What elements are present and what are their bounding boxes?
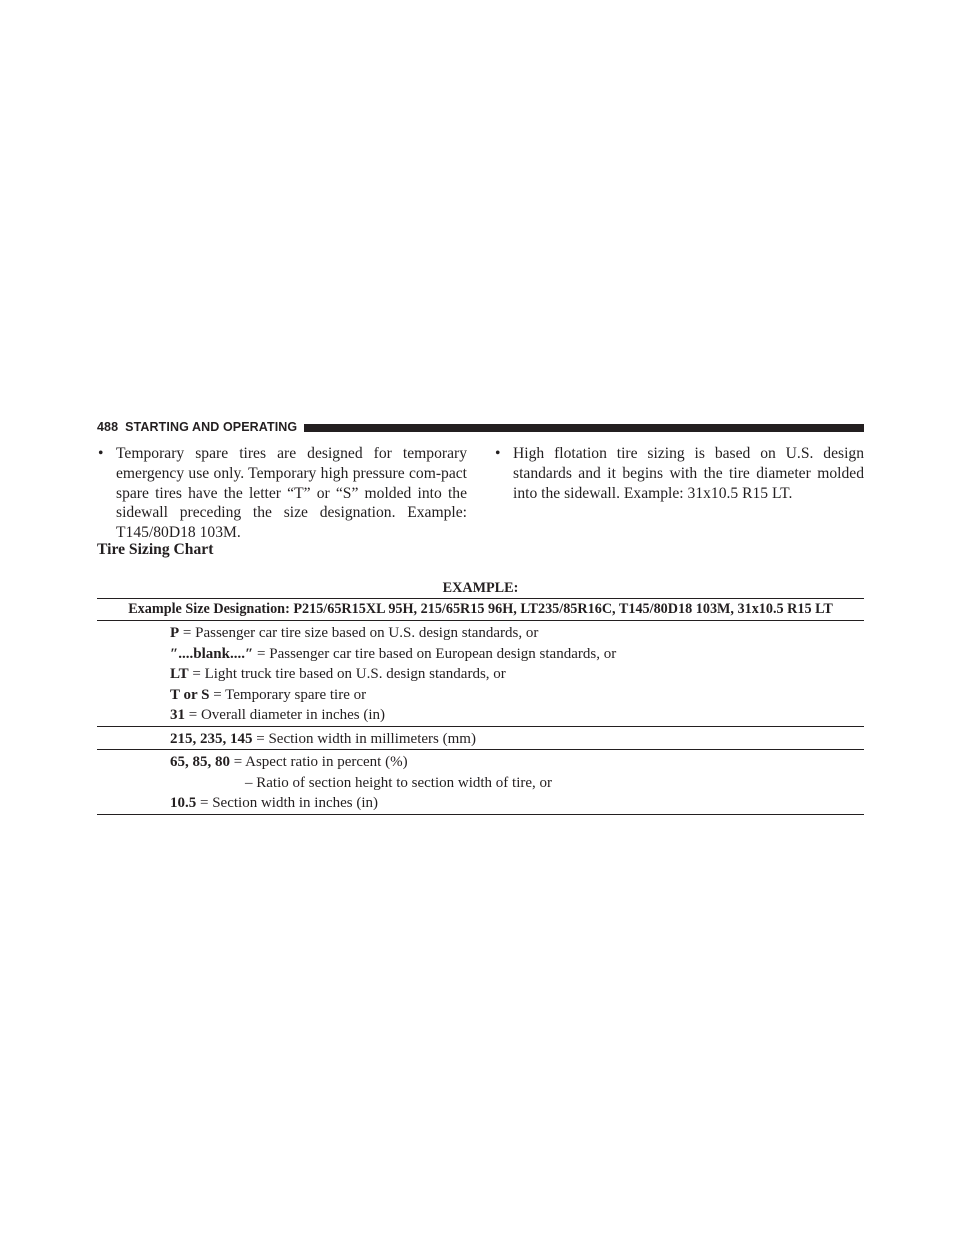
section-header: STARTING AND OPERATING: [125, 420, 298, 434]
chart-code: T or S: [170, 686, 210, 703]
chart-group-aspect: [97, 750, 864, 814]
chart-code: 31: [170, 707, 185, 723]
page-number: 488: [97, 420, 119, 434]
chart-group-type: [97, 621, 864, 726]
chart-desc: = Temporary spare tire or: [209, 686, 367, 703]
chart-desc: = Section width in inches (in): [196, 795, 379, 811]
bullet-icon: •: [98, 445, 104, 462]
bullet-list: [97, 444, 864, 543]
bullet-high-flotation: [494, 444, 864, 543]
chart-desc: = Overall diameter in inches (in): [185, 707, 386, 723]
section-title: Tire Sizing Chart: [97, 541, 214, 558]
chart-code: LT: [170, 666, 189, 682]
bullet-text: High flotation tire sizing is based on U.S. design standards and it begins with the tire diameter molded into the sidewall. Example: 31x10.5 R15 LT.: [513, 445, 864, 502]
chart-line: [97, 752, 864, 773]
bullet-text: Temporary spare tires are designed for temporary emergency use only. Temporary high pressure com-pact spare tires have the letter “T” or “S” molded into the sidewall preceding the size designation. Example: T145/80D18 103M.: [116, 445, 467, 542]
chart-code: 65, 85, 80: [170, 754, 230, 770]
chart-code: 10.5: [170, 795, 197, 811]
chart-code: P: [170, 625, 180, 641]
chart-line: [97, 664, 864, 685]
chart-line: [97, 623, 864, 644]
chart-heading: EXAMPLE:: [442, 580, 519, 596]
tire-sizing-chart: [97, 578, 864, 815]
chart-line: [97, 644, 864, 665]
chart-desc: – Ratio of section height to section width of tire, or: [245, 774, 553, 791]
chart-code: ″....blank....″: [170, 645, 254, 662]
chart-line: [97, 705, 864, 726]
chart-desc: = Passenger car tire size based on U.S. design standards, or: [179, 625, 539, 641]
chart-desc: = Section width in millimeters (mm): [252, 730, 476, 747]
page-header: [97, 419, 864, 435]
chart-line: [97, 685, 864, 706]
chart-group-width: [97, 727, 864, 750]
chart-line: [97, 793, 864, 814]
bullet-icon: •: [495, 445, 501, 462]
chart-code: 215, 235, 145: [170, 730, 253, 747]
chart-desc: = Passenger car tire based on European design standards, or: [253, 645, 617, 662]
bullet-temporary-spare: [97, 444, 467, 543]
chart-desc: = Aspect ratio in percent (%): [230, 754, 408, 770]
chart-line: [97, 729, 864, 750]
chart-desc: = Light truck tire based on U.S. design standards, or: [188, 666, 506, 682]
header-rule-bar: [304, 424, 864, 432]
size-designation: Example Size Designation: P215/65R15XL 95H, 215/65R15 96H, LT235/85R16C, T145/80D18 103M, 31x10.5 R15 LT: [128, 601, 833, 617]
chart-line: [97, 773, 864, 794]
divider: [97, 814, 864, 815]
